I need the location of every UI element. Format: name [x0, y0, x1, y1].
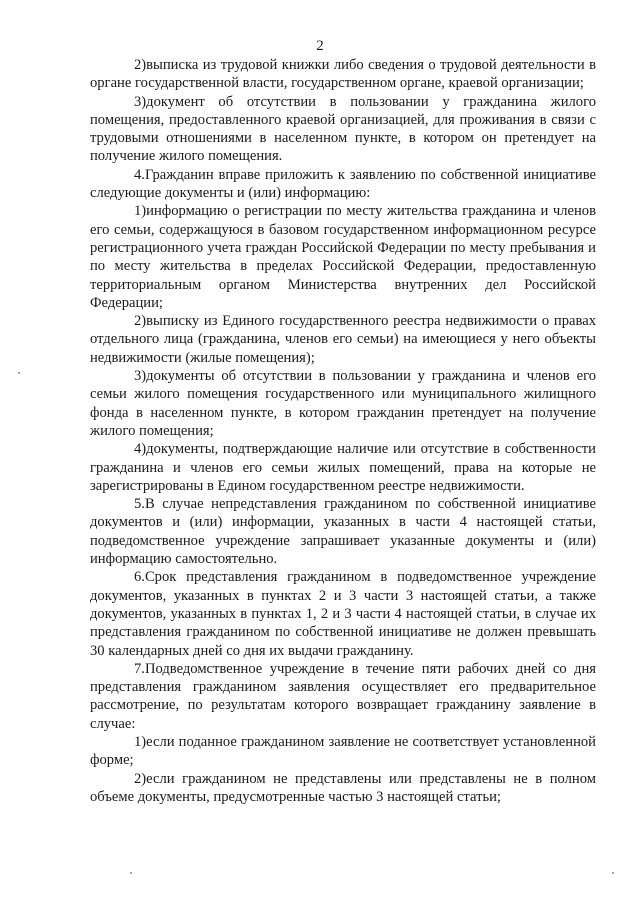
paragraph-item-2: 2)выписка из трудовой книжки либо сведения о трудовой деятельности в органе государственной власти, государственном органе, краевой организации; [90, 57, 596, 92]
paragraph-part-5: 5.В случае непредставления гражданином по собственной инициативе документов и (или) информации, указанных в части 4 настоящей статьи, подведомственное учреждение запрашивает указанные документы и (или) информацию самостоятельно. [90, 496, 596, 568]
paragraph-part-4-item-1: 1)информацию о регистрации по месту жительства гражданина и членов его семьи, содержащуюся в базовом государственном информационном ресурсе регистрационного учета граждан Российской Федерации по месту пребывания и по месту жительства в пределах Российской Федерации, предоставленную территориальным органом Министерства внутренних дел Российской Федерации; [90, 203, 596, 311]
paragraph-item-3: 3)документ об отсутствии в пользовании у гражданина жилого помещения, предоставленного краевой организацией, для проживания в связи с трудовыми отношениями в населенном пункте, в котором он претендует на получение жилого помещения. [90, 93, 596, 165]
page-number: 2 [316, 38, 324, 54]
scan-artifact [612, 872, 614, 874]
paragraph-part-7-item-2: 2)если гражданином не представлены или представлены не в полном объеме документы, предусмотренные частью 3 настоящей статьи; [90, 770, 596, 805]
document-body [90, 56, 596, 806]
paragraph-part-7-item-1: 1)если поданное гражданином заявление не соответствует установленной форме; [90, 733, 596, 769]
scan-artifact [18, 372, 20, 374]
scan-artifact [130, 872, 132, 874]
paragraph-part-7: 7.Подведомственное учреждение в течение пяти рабочих дней со дня представления гражданином заявления осуществляет его предварительное рассмотрение, по результатам которого возвращает гражданину заявление в случае: [90, 660, 596, 732]
paragraph-part-4-item-2: 2)выписку из Единого государственного реестра недвижимости о правах отдельного лица (гражданина, членов его семьи) на имеющиеся у него объекты недвижимости (жилые помещения); [90, 313, 596, 366]
paragraph-part-4-item-3: 3)документы об отсутствии в пользовании у гражданина и членов его семьи жилого помещения государственного или муниципального жилищного фонда в населенном пункте, в котором гражданин претендует на получение жилого помещения; [90, 368, 596, 439]
paragraph-part-4-item-4: 4)документы, подтверждающие наличие или отсутствие в собственности гражданина и членов его семьи жилых помещений, права на которые не зарегистрированы в Едином государственном реестре недвижимости. [90, 441, 596, 494]
paragraph-part-4: 4.Гражданин вправе приложить к заявлению по собственной инициативе следующие документы и (или) информацию: [90, 166, 596, 202]
paragraph-part-6: 6.Срок представления гражданином в подведомственное учреждение документов, указанных в пунктах 2 и 3 части 3 настоящей статьи, а также документов, указанных в пунктах 1, 2 и 3 части 4 настоящей статьи, в случае их представления гражданином по собственной инициативе не должен превышать 30 календарных дней со дня их выдачи гражданину. [90, 569, 596, 659]
